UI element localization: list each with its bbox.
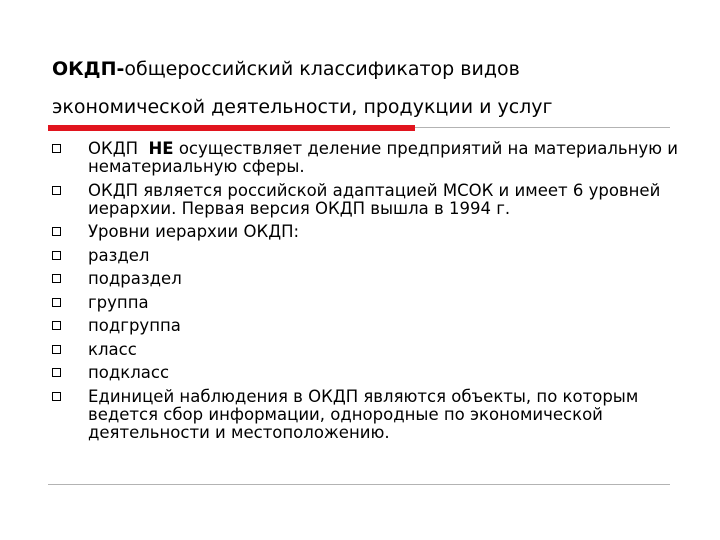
item-text: Единицей наблюдения в ОКДП являются объекты, по которым ведется сбор информации, однородные по экономической деятельности и местоположению. [88,386,639,442]
item-text: раздел [88,245,150,265]
item-text-pre: ОКДП [88,139,149,158]
title-line-2: экономической деятельности, продукции и услуг [52,96,553,118]
item-text: подгруппа [88,316,181,335]
item-text: ОКДП является российской адаптацией МСОК и имеет 6 уровней иерархии. Первая версия ОКДП вышла в 1994 г. [88,180,661,218]
item-text-post: осуществляет деление предприятий на материальную и нематериальную сферы. [88,139,679,176]
slide-title [52,50,692,126]
hollow-square-icon [52,321,61,330]
list-item [52,294,692,312]
hollow-square-icon [52,144,61,153]
list-item [52,317,692,335]
item-text-bold: НЕ [148,139,174,158]
bottom-gray-divider [48,484,670,485]
item-text: Уровни иерархии ОКДП: [88,222,300,241]
item-text: группа [88,292,149,312]
list-item [52,182,692,218]
list-item [52,247,692,265]
hollow-square-icon [52,186,61,195]
bullet-list [52,140,692,447]
list-item [52,223,692,241]
hollow-square-icon [52,274,61,283]
title-rest: общероссийский классификатор видов [124,58,520,80]
item-text: подкласс [88,363,170,382]
red-accent-bar [48,125,415,131]
hollow-square-icon [52,227,61,236]
hollow-square-icon [52,251,61,260]
hollow-square-icon [52,368,61,377]
list-item [52,140,692,176]
item-text: подраздел [88,269,182,288]
hollow-square-icon [52,392,61,401]
list-item [52,341,692,359]
list-item [52,364,692,382]
item-text: класс [88,339,137,359]
title-bold-part: ОКДП- [52,58,125,80]
list-item [52,270,692,288]
hollow-square-icon [52,298,61,307]
hollow-square-icon [52,345,61,354]
list-item [52,388,692,442]
